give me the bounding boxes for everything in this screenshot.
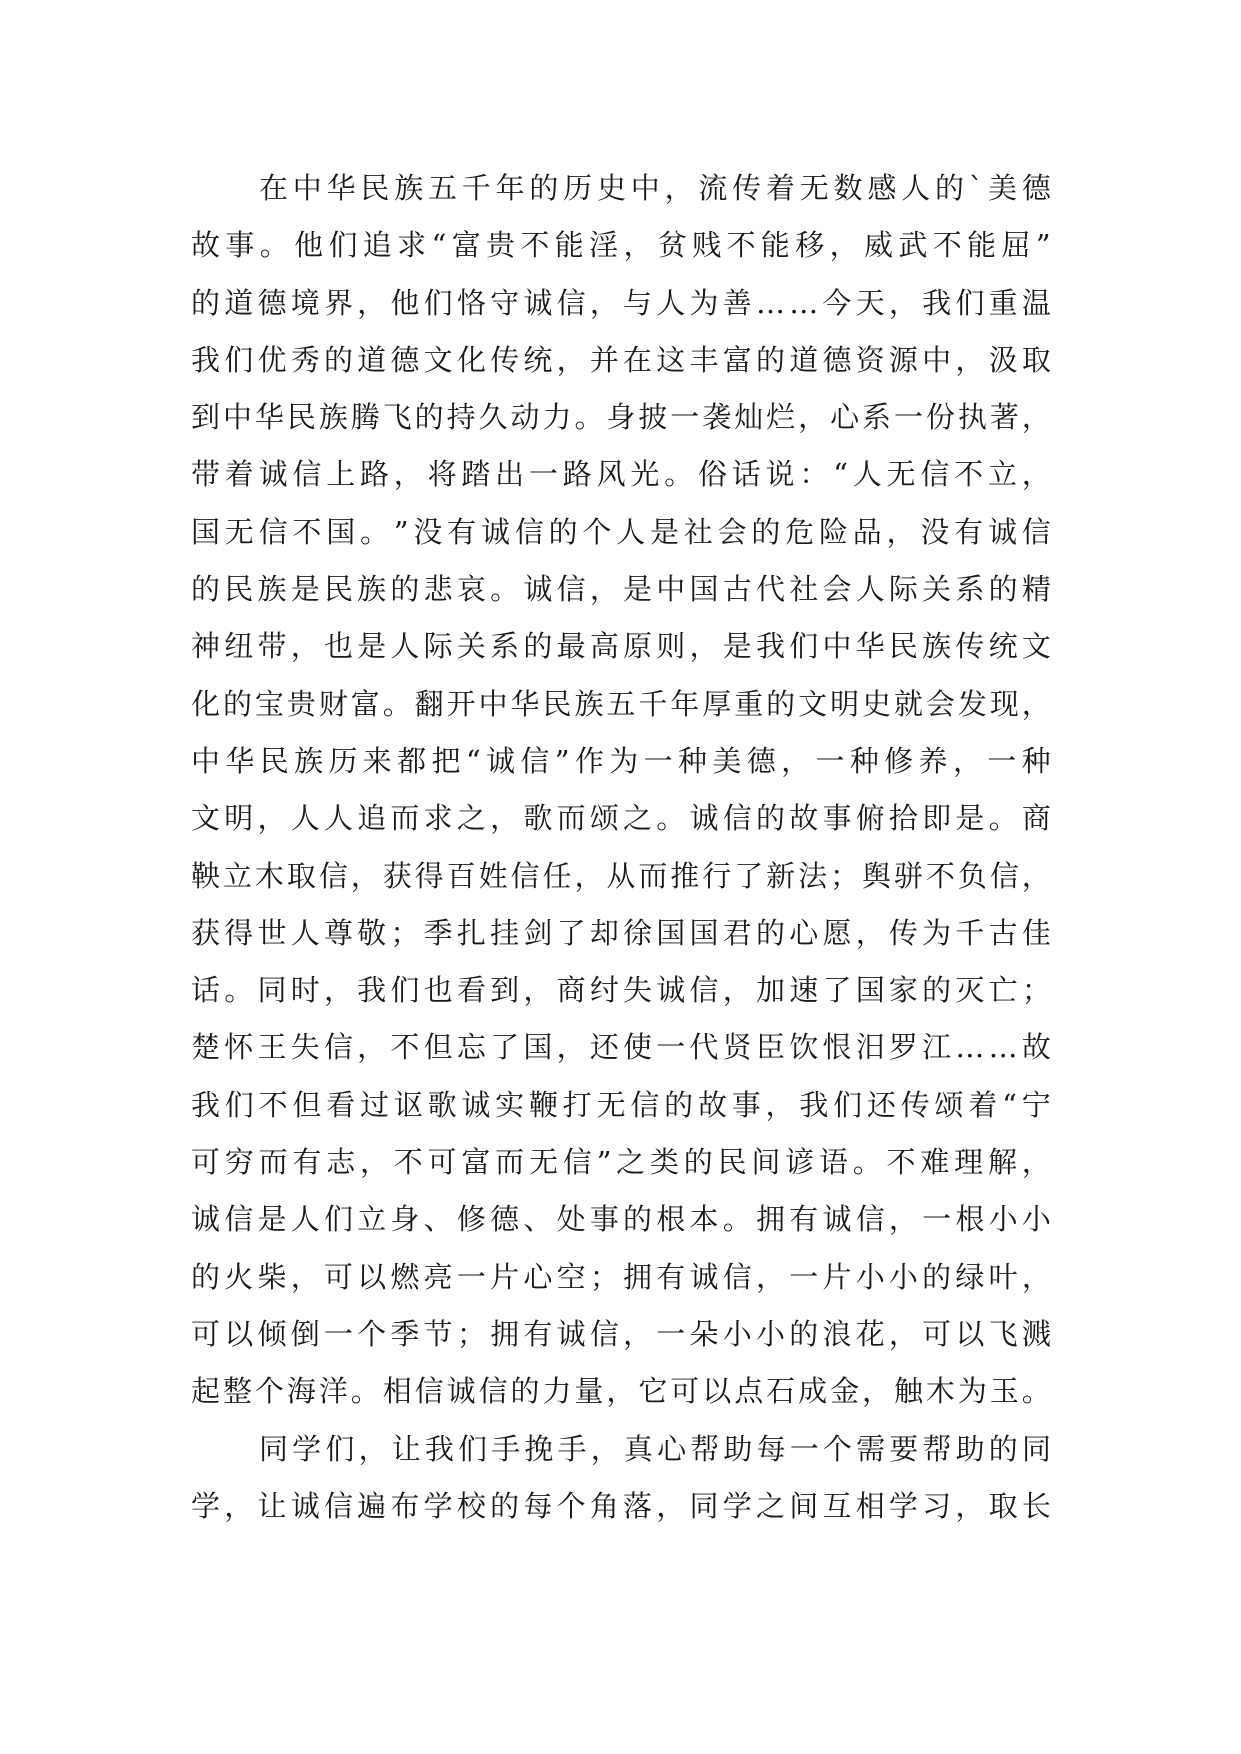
paragraph-1-line-15: 话 。 同 时 ， 我 们 也 看 到 ， 商 纣 失 诚 信 ， 加 速 了 国 家 的 灭 亡 ；: [191, 973, 1051, 1008]
paragraph-1-line-7: 国 无 信 不 国 。 ” 没 有 诚 信 的 个 人 是 社 会 的 危 险 品 ， 没 有 诚 信: [191, 514, 1051, 549]
paragraph-1-line-9: 神 纽 带 ， 也 是 人 际 关 系 的 最 高 原 则 ， 是 我 们 中 华 民 族 传 统 文: [191, 629, 1051, 664]
paragraph-1-line-13: 鞅 立 木 取 信 ， 获 得 百 姓 信 任 ， 从 而 推 行 了 新 法 ； 舆 骈 不 负 信 ，: [191, 858, 1051, 893]
paragraph-2-line-1: 同 学 们 ， 让 我 们 手 挽 手 ， 真 心 帮 助 每 一 个 需 要 帮 助 的 同: [259, 1431, 1051, 1466]
paragraph-1-line-16: 楚 怀 王 失 信 ， 不 但 忘 了 国 ， 还 使 一 代 贤 臣 饮 恨 汨 罗 江 … … 故: [191, 1030, 1051, 1065]
paragraph-1-line-18: 可 穷 而 有 志 ， 不 可 富 而 无 信 ” 之 类 的 民 间 谚 语 。 不 难 理 解 ，: [191, 1145, 1051, 1180]
body-text: [191, 160, 1051, 1535]
paragraph-2-line-2: 学 ， 让 诚 信 遍 布 学 校 的 每 个 角 落 ， 同 学 之 间 互 相 学 习 ， 取 长: [191, 1488, 1051, 1523]
paragraph-1-line-21: 可 以 倾 倒 一 个 季 节 ； 拥 有 诚 信 ， 一 朵 小 小 的 浪 花 ， 可 以 飞 溅: [191, 1316, 1051, 1351]
paragraph-1-line-20: 的 火 柴 ， 可 以 燃 亮 一 片 心 空 ； 拥 有 诚 信 ， 一 片 小 小 的 绿 叶 ，: [191, 1259, 1051, 1294]
paragraph-1-line-22: 起 整 个 海 洋 。 相 信 诚 信 的 力 量 ， 它 可 以 点 石 成 金 ， 触 木 为 玉 。: [191, 1374, 1051, 1409]
paragraph-1-line-11: 中 华 民 族 历 来 都 把 “ 诚 信 ” 作 为 一 种 美 德 ， 一 种 修 养 ， 一 种: [191, 743, 1051, 778]
paragraph-1-line-8: 的 民 族 是 民 族 的 悲 哀 。 诚 信 ， 是 中 国 古 代 社 会 人 际 关 系 的 精: [191, 572, 1051, 607]
paragraph-1-line-2: 故 事 。 他 们 追 求 “ 富 贵 不 能 淫 ， 贫 贱 不 能 移 ， 威 武 不 能 屈 ”: [191, 228, 1051, 263]
paragraph-1-line-19: 诚 信 是 人 们 立 身 、 修 德 、 处 事 的 根 本 。 拥 有 诚 信 ， 一 根 小 小: [191, 1202, 1051, 1237]
paragraph-1-line-10: 化 的 宝 贵 财 富 。 翻 开 中 华 民 族 五 千 年 厚 重 的 文 明 史 就 会 发 现 ，: [191, 686, 1051, 721]
paragraph-1-line-12: 文 明 ， 人 人 追 而 求 之 ， 歌 而 颂 之 。 诚 信 的 故 事 俯 拾 即 是 。 商: [191, 801, 1051, 836]
paragraph-1-line-3: 的 道 德 境 界 ， 他 们 恪 守 诚 信 ， 与 人 为 善 … … 今 天 ， 我 们 重 温: [191, 285, 1051, 320]
paragraph-1-line-4: 我 们 优 秀 的 道 德 文 化 传 统 ， 并 在 这 丰 富 的 道 德 资 源 中 ， 汲 取: [191, 342, 1051, 377]
paragraph-1-line-5: 到 中 华 民 族 腾 飞 的 持 久 动 力 。 身 披 一 袭 灿 烂 ， 心 系 一 份 执 著 ，: [191, 400, 1051, 435]
paragraph-1-line-14: 获 得 世 人 尊 敬 ； 季 扎 挂 剑 了 却 徐 国 国 君 的 心 愿 ， 传 为 千 古 佳: [191, 915, 1051, 950]
paragraph-1-line-17: 我 们 不 但 看 过 讴 歌 诚 实 鞭 打 无 信 的 故 事 ， 我 们 还 传 颂 着 “ 宁: [191, 1087, 1051, 1122]
paragraph-1-line-1: 在 中 华 民 族 五 千 年 的 历 史 中 ， 流 传 着 无 数 感 人 的 ` 美 德: [259, 171, 1051, 205]
paragraph-1-line-6: 带 着 诚 信 上 路 ， 将 踏 出 一 路 风 光 。 俗 话 说 ： “ 人 无 信 不 立 ，: [191, 457, 1051, 492]
